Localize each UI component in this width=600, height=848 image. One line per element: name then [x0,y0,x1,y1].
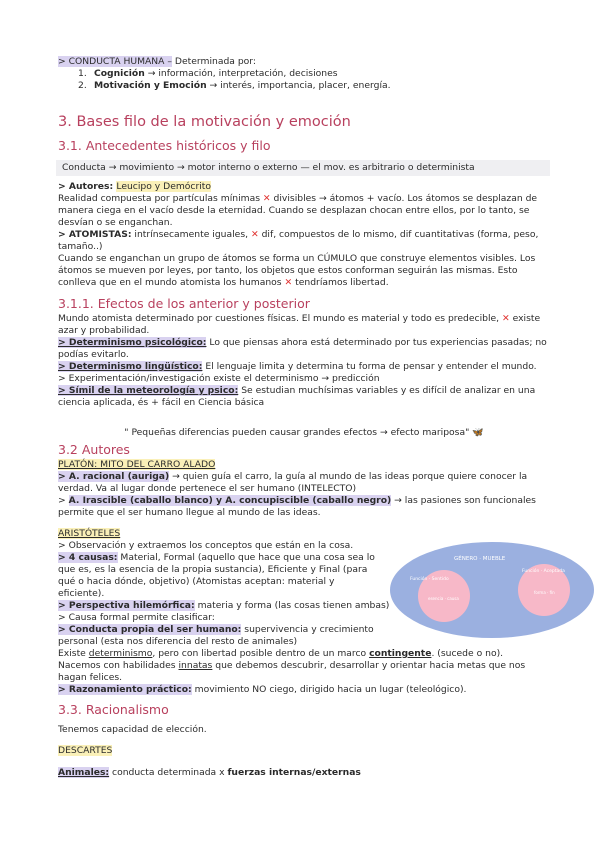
conducta-label: > CONDUCTA HUMANA – [58,56,172,67]
label: > Determinismo psicológico: [58,337,207,348]
platon-heading [58,459,550,471]
text: intrínsecamente iguales, [131,229,251,240]
text: materia y forma (las cosas tienen ambas) [194,600,390,611]
atomistas-label: > ATOMISTAS: [58,229,132,240]
cross-icon: ✕ [262,193,271,204]
cuatro-causas [58,552,380,600]
nacemos-line [58,660,550,684]
quote-text: " Pequeñas diferencias pueden causar grandes efectos → efecto mariposa" [124,427,470,439]
text: dif, compuestos de lo mismo, dif cuantitativas (forma, peso, tamaño..) [58,229,539,252]
animales-line [58,767,550,779]
text: , pero con libertad posible dentro de un marco [152,648,370,659]
text: conducta determinada x [109,767,228,778]
autores-label: > Autores: [58,181,117,192]
butterfly-icon: 🦋 [472,427,484,439]
simil [58,385,550,409]
diagram-left-inner: esencia · causa [428,596,459,601]
conducta-rest: Determinada por: [171,56,257,67]
diagram-right-inner: forma · fin [534,590,555,595]
aristoteles-heading [58,528,550,540]
descartes-label: DESCARTES [58,745,113,756]
determinismo-line [58,648,550,660]
alma-racional [58,471,550,495]
text: Se estudian muchísimas variables y es difícil de analizar en una ciencia aplicada, és + fácil en Ciencia básica [58,385,536,408]
text: → quien guía el carro, la guía al mundo de las ideas porque quiere conocer la verdad. Va al lugar donde pertenece el ser humano (INTELECTO) [58,471,528,494]
text: innatas [178,660,213,671]
list-bold: Motivación y Emoción [94,80,207,91]
text: movimiento NO ciego, dirigido hacia un lugar (teleológico). [191,684,467,695]
label: Animales: [58,767,110,778]
text: . (sucede o no). [431,648,504,659]
list-rest: → interés, importancia, placer, energía. [206,80,391,91]
conducta-propia [58,624,378,648]
list-rest: → información, interpretación, decisiones [144,68,338,79]
text: > [58,495,69,506]
razonamiento-practico [58,684,550,696]
experimentacion: > Experimentación/investigación existe el determinismo → predicción [58,373,380,384]
text: El lenguaje limita y determina tu forma de pensar y entender el mundo. [202,361,537,372]
section-3-title: 3. Bases filo de la motivación y emoción [58,114,351,130]
section-3-1-1-title: 3.1.1. Efectos de los anterior y posterior [58,296,310,311]
text: determinismo [88,648,153,659]
determinismo-psicologico [58,337,550,361]
label: > Determinismo lingüístico: [58,361,203,372]
diagram-right-arc: Función · Aceptada [522,569,565,574]
atomistas-line [58,229,550,253]
list-num: 2. [78,80,87,91]
platon-label: PLATÓN: MITO DEL CARRO ALADO [58,459,216,470]
determinismo-linguistico [58,361,550,373]
paragraph [58,253,550,289]
autores-line [58,181,550,193]
text: divisibles → átomos + vacío. Los átomos se desplazan de manera ciega en el vacío desde la eternidad. Cuando se desplazan chocan entre ellos, por lo tanto, se desvían o se enganchan. [58,193,538,228]
text: Realidad compuesta por partículas mínimas [58,193,263,204]
conducta-line [58,56,550,68]
text: fuerzas internas/externas [227,767,361,778]
eleccion: Tenemos capacidad de elección. [58,724,207,735]
label: A. Irascible (caballo blanco) y A. concupiscible (caballo negro) [68,495,392,506]
label: > Símil de la meteorología y psico: [58,385,239,396]
conducta-box: Conducta → movimiento → motor interno o externo — el mov. es arbitrario o determinista [56,160,550,176]
text: Mundo atomista determinado por cuestiones físicas. El mundo es material y todo es predecible, [58,313,502,324]
paragraph [58,313,550,337]
descartes-heading [58,745,550,757]
diagram-left-arc: Función · Sentido [410,577,449,582]
text: supervivencia y crecimiento personal (esta nos diferencia del resto de animales) [58,624,374,647]
aristoteles-label: ARISTÓTELES [58,528,121,539]
text: existe azar y probabilidad. [58,313,541,336]
label: > Conducta propia del ser humano: [58,624,242,635]
section-3-2-title: 3.2 Autores [58,442,130,457]
paragraph [58,193,550,229]
text: que debemos descubrir, desarrollar y orientar hacia metas que nos hagan felices. [58,660,526,683]
text: Nacemos con habilidades [58,660,179,671]
cross-icon: ✕ [250,229,259,240]
text: Cuando se enganchan un grupo de átomos se forma un CÚMULO que construye elementos visibles. Los átomos se mueven por leyes, por tanto, los objetos que estos conforman seguirán las mismas. Esto conlleva que en el mundo atomista los humanos [58,253,536,288]
list-item [78,80,391,92]
section-3-1-title: 3.1. Antecedentes históricos y filo [58,138,271,153]
label: > A. racional (auriga) [58,471,170,482]
cross-icon: ✕ [502,313,510,324]
text: tendríamos libertad. [292,277,389,288]
observacion: > Observación y extraemos los conceptos que están en la cosa. [58,540,354,551]
text: contingente [369,648,432,659]
alma-irascible [58,495,550,519]
autores-names: Leucipo y Demócrito [116,181,212,192]
text: Existe [58,648,89,659]
section-3-3-title: 3.3. Racionalismo [58,702,169,717]
text: Material, Formal (aquello que hace que una cosa sea lo que es, es la esencia de la propia sustancia), Eficiente y Final (para qué o hacia dónde, objetivo) (Atomistas aceptan: material y eficiente). [58,552,375,599]
quote [58,427,550,439]
hilemorfica [58,600,408,612]
list-num: 1. [78,68,87,79]
label: > Perspectiva hilemórfica: [58,600,195,611]
text: → las pasiones son funcionales permite que el ser humano llegue al mundo de las ideas. [58,495,536,518]
cross-icon: ✕ [284,277,293,288]
list-bold: Cognición [94,68,145,79]
list-item [78,68,338,80]
text: Lo que piensas ahora está determinado por tus experiencias pasadas; no podías evitarlo. [58,337,547,360]
causa-formal: > Causa formal permite clasificar: [58,612,215,623]
diagram-top-label: GÉNERO · MUEBLE [454,556,506,562]
label: > Razonamiento práctico: [58,684,192,695]
label: > 4 causas: [58,552,118,563]
genero-diagram [388,540,600,640]
